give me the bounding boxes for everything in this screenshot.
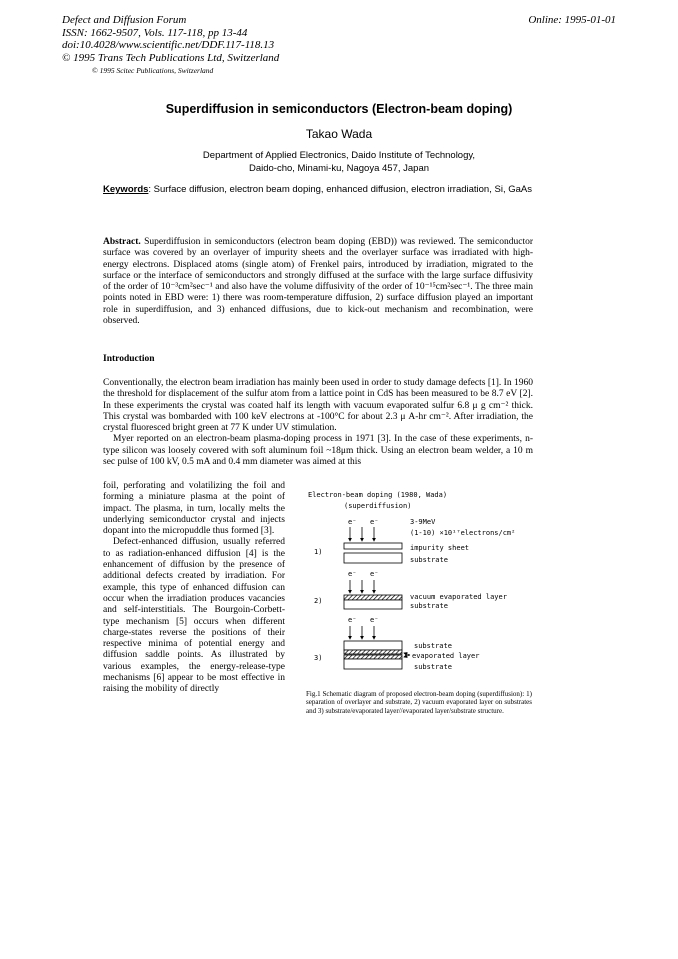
substrate-layer (344, 600, 402, 609)
beam-fluence: (1-10) ×10¹⁷electrons/cm² (410, 529, 516, 537)
intro-paragraph: Defect-enhanced diffusion, usually referred to as radiation-enhanced diffusion [4] is the enhancement of diffusion by the presence of additional defects created by irradiation. For example, this type of enhanced diffusion can occur when the irradiation produces vacancies and self-interstitials. The Bourgoin-Corbett-type mechanism [5] occurs when different charge-states reverse the positions of their respective minima of potential energy and diffusion saddle points. As illustrated by various examples, the energy-release-type mechanisms [6] appear to be most effective in raising the mobility of directly (103, 537, 285, 695)
vacuum-evaporated-layer-label: vacuum evaporated layer (410, 593, 507, 601)
impurity-sheet-layer (344, 543, 402, 549)
evaporated-layer-pointer (404, 653, 410, 655)
electron-label: e⁻ (348, 570, 357, 578)
keywords-label: Keywords (103, 184, 149, 195)
top-substrate-label: substrate (414, 642, 452, 650)
introduction-body (103, 378, 533, 468)
intro-paragraph-continued: foil, perforating and volatilizing the foil and forming a miniature plasma at the point of impact. The plasma, in turn, locally melts the underlying semiconductor crystal and injects dopant into the micropuddle thus formed [3]. (103, 481, 285, 537)
keywords-text: : Surface diffusion, electron beam doping, enhanced diffusion, electron irradiation, Si, GaAs (148, 184, 532, 195)
evaporated-layer-pointer (404, 655, 410, 657)
journal-name: Defect and Diffusion Forum (62, 14, 187, 26)
abstract (103, 237, 533, 327)
online-date: Online: 1995-01-01 (528, 14, 616, 26)
section-heading-introduction: Introduction (103, 354, 155, 364)
figure-title: Electron-beam doping (1980, Wada) (308, 491, 448, 499)
electron-label: e⁻ (370, 570, 379, 578)
affiliation-line: Department of Applied Electronics, Daido Institute of Technology, (202, 150, 476, 161)
abstract-label: Abstract. (103, 237, 141, 247)
paper-author: Takao Wada (305, 127, 373, 141)
affiliation-line: Daido-cho, Minami-ku, Nagoya 457, Japan (248, 162, 430, 174)
journal-doi: doi:10.4028/www.scientific.net/DDF.117-118.13 (62, 39, 275, 51)
paper-title: Superdiffusion in semiconductors (Electron-beam doping) (165, 102, 513, 116)
electron-label: e⁻ (370, 616, 379, 624)
evaporated-layer-label: evaporated layer (412, 652, 480, 660)
evaporated-layer (344, 595, 402, 600)
substrate-layer (344, 553, 402, 563)
impurity-sheet-label: impurity sheet (410, 544, 470, 552)
substrate-label: substrate (410, 556, 448, 564)
intro-paragraph: Conventionally, the electron beam irradiation has mainly been used in order to study damage defects [1]. In 1960 the threshold for displacement of the sulfur atom from a lattice point in CdS has been measured to be 8.7 eV [2]. In these experiments the crystal was coated half its length with vacuum evaporated sulfur 6.8 μ g cm⁻² thick. This crystal was bombarded with 100 keV electrons at -100°C for about 2.3 μ A-hr cm⁻². After irradiation, the crystal fluoresced bright green at 77 K under UV stimulation. (103, 378, 533, 434)
step-1-label: 1) (314, 548, 323, 556)
electron-label: e⁻ (348, 616, 357, 624)
figure-caption: Fig.1 Schematic diagram of proposed electron-beam doping (superdiffusion): 1) separation of overlayer and substrate, 2) vacuum evaporated layer on substrates and 3) substrate/evaporated layer//evaporated layer/substrate structure. (306, 690, 532, 715)
figure-subtitle: (superdiffusion) (344, 502, 412, 510)
publisher-note: © 1995 Scitec Publications, Switzerland (92, 66, 214, 75)
journal-header (62, 14, 279, 64)
author-affiliation (0, 150, 678, 175)
beam-energy: 3-9MeV (410, 518, 436, 526)
left-column-text (103, 481, 285, 696)
bottom-substrate-layer (344, 659, 402, 669)
electron-label: e⁻ (370, 518, 379, 526)
journal-copyright: © 1995 Trans Tech Publications Ltd, Switzerland (62, 51, 280, 64)
step-3-label: 3) (314, 654, 323, 662)
bottom-substrate-label: substrate (414, 663, 452, 671)
substrate-label: substrate (410, 602, 448, 610)
journal-issn: ISSN: 1662-9507, Vols. 117-118, pp 13-44 (62, 26, 248, 39)
electron-label: e⁻ (348, 518, 357, 526)
keywords (103, 184, 533, 197)
top-substrate-layer (344, 641, 402, 650)
abstract-text: Superdiffusion in semiconductors (electron beam doping (EBD)) was reviewed. The semiconductor surface was covered by an overlayer of impurity sheets and the overlayer surface was irradiated with high-energy electrons. Displaced atoms (single atom) of Frenkel pairs, introduced by irradiation, migrated to the surface or the interface of semiconductors and strongly diffused at the surface with the large surface diffusivity of the order of 10⁻³cm²sec⁻¹ and also have the volume diffusivity of the order of 10⁻¹⁵cm²sec⁻¹. The three main points noted in EBD were: 1) there was room-temperature diffusion, 2) surface diffusion played an important role in superdiffusion, and 3) enhanced diffusions, due to kick-out mechanism and recombination, were observed. (103, 237, 533, 327)
evaporated-layer-bottom (344, 655, 402, 659)
step-2-label: 2) (314, 597, 323, 605)
figure-1-diagram (298, 488, 538, 688)
evaporated-layer-top (344, 650, 402, 654)
intro-paragraph: Myer reported on an electron-beam plasma-doping process in 1971 [3]. In the case of these experiments, n-type silicon was loosely covered with soft aluminum foil ~18μm thick. Using an electron beam welder, a 10 m sec pulse of 100 kV, 0.5 mA and 0.4 mm diameter was aimed at this (103, 434, 533, 468)
